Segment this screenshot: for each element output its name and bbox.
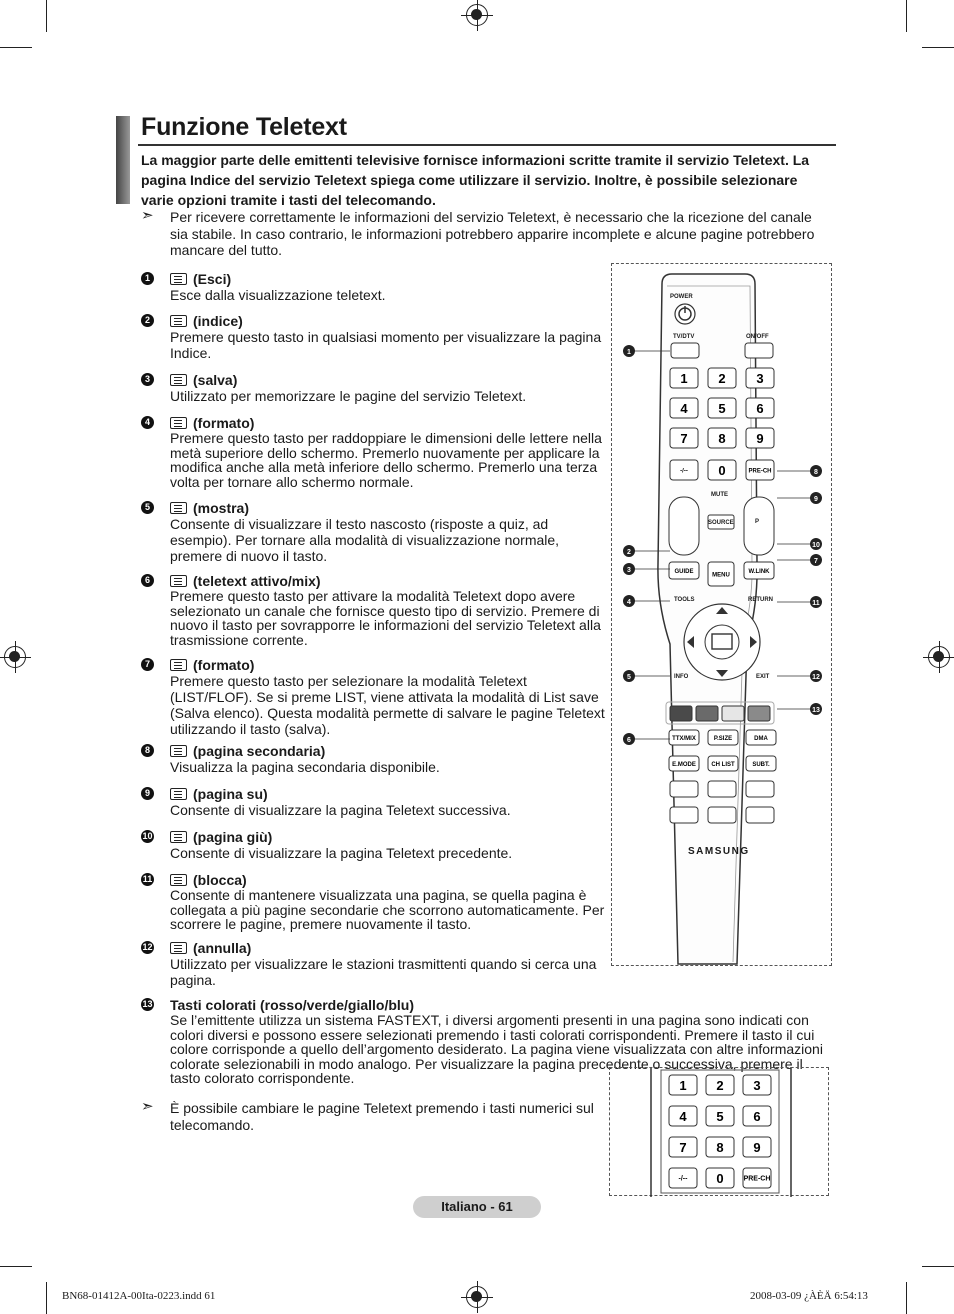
keypad-button-label: 1: [679, 1078, 687, 1093]
page-number-badge: Italiano - 61: [413, 1196, 541, 1218]
page-title: Funzione Teletext: [141, 113, 347, 141]
item-title: [170, 271, 231, 287]
item-number-badge: 10: [142, 831, 153, 841]
item-description: Premere questo tasto in qualsiasi momento per visualizzare la pagina Indice.: [170, 329, 602, 361]
callout-number: 4: [627, 599, 631, 606]
item-number-badge: 13: [142, 999, 153, 1009]
transport-0-button: [670, 781, 698, 797]
item-title: [170, 743, 325, 759]
item-number-badge: 9: [141, 787, 154, 800]
note-text: Per ricevere correttamente le informazioni del servizio Teletext, è necessario che la ricezione del canale sia stabile. In caso contrario, le informazioni potrebbero apparire incomplete e alcune pagine potrebbero mancare del tutto.: [170, 209, 815, 258]
item-title-text: (formato): [193, 415, 255, 431]
note-1: [141, 209, 831, 259]
keypad-button-label: -/--: [678, 1175, 688, 1183]
note-2: [141, 1100, 601, 1134]
digit-5-label: 5: [718, 401, 726, 416]
digit-4-label: 4: [680, 401, 688, 416]
w-link-label: W.LINK: [748, 569, 770, 575]
pre-ch-label: PRE-CH: [748, 468, 772, 475]
remote-illustration-frame: [611, 263, 832, 966]
teletext-key-icon: [170, 417, 187, 429]
item-title-text: (pagina giù): [193, 829, 273, 845]
digit-0-label: 0: [718, 463, 726, 478]
teletext-key-icon: [170, 315, 187, 327]
item-description: Utilizzato per memorizzare le pagine del servizio Teletext.: [170, 388, 527, 404]
transport-3-button: [670, 807, 698, 823]
callout-number: 12: [812, 674, 820, 681]
color-key-red: [670, 706, 692, 721]
ttx-mix-label: TTX/MIX: [672, 736, 696, 742]
item-number-badge: 12: [142, 942, 153, 952]
color-key-green: [696, 706, 718, 721]
guide-label: GUIDE: [674, 569, 694, 575]
crop-mark: [0, 47, 32, 48]
remote-label-exit: EXIT: [756, 674, 770, 680]
registration-mark-icon: [466, 4, 488, 26]
item-number-badge: 4: [141, 416, 154, 429]
item-title: [170, 415, 254, 431]
menu-label: MENU: [712, 572, 730, 579]
item-title: [170, 657, 254, 673]
teletext-key-icon: [170, 831, 187, 843]
item-title: [170, 573, 321, 589]
transport-2-button: [746, 781, 774, 797]
crop-mark: [0, 1266, 32, 1267]
item-description: Consente di visualizzare la pagina Teletext successiva.: [170, 802, 511, 818]
item-description: Premere questo tasto per selezionare la modalità Teletext (LIST/FLOF). Se si preme LIST, viene attivata la modalità di List save (Salva elenco). Questa modalità permette di salvare le pagine Teletext utilizzando il tasto (salva).: [170, 673, 605, 737]
intro-text: La maggior parte delle emittenti televisive fornisce informazioni scritte tramite il servizio Teletext. La pagina Indice del servizio Teletext spiega come utilizzare il servizio. Inoltre, è possibile selezionare varie opzioni tramite i tasti del telecomando.: [141, 152, 810, 208]
teletext-key-icon: [170, 502, 187, 514]
callout-number: 7: [814, 558, 818, 565]
remote-label-p: P: [755, 519, 760, 525]
keypad-button-label: 4: [679, 1109, 687, 1124]
item-description: Consente di mantenere visualizzata una pagina, se quella pagina è collegata a più pagine secondarie che scorrono automaticamente. Per scorrere le pagine, premere nuovamente il tasto.: [170, 887, 605, 932]
crop-mark: [906, 1282, 907, 1314]
item-number-badge: 2: [141, 314, 154, 327]
color-key-yellow: [722, 706, 744, 721]
item-title-text: (annulla): [193, 940, 252, 956]
remote-label-onoff: ON/OFF: [746, 334, 769, 340]
digit-3-label: 3: [756, 371, 764, 386]
callout-number: 5: [627, 674, 631, 681]
digit-2-label: 2: [718, 371, 726, 386]
keypad-button-label: PRE-CH: [743, 1175, 771, 1183]
remote-label-return: RETURN: [748, 597, 773, 603]
item-title: [170, 872, 247, 888]
keypad-button-label: 7: [679, 1140, 687, 1155]
keypad-button-label: 2: [716, 1078, 724, 1093]
brand-logo: SAMSUNG: [688, 846, 750, 857]
dash-label: -/--: [680, 468, 688, 475]
color-key-blue: [748, 706, 770, 721]
keypad-button-label: 0: [716, 1171, 724, 1186]
callout-number: 3: [627, 567, 631, 574]
keypad-button-label: 3: [753, 1078, 761, 1093]
teletext-key-icon: [170, 273, 187, 285]
item-number-badge: 3: [141, 373, 154, 386]
numeric-keypad-illustration-frame: [609, 1067, 829, 1196]
ch-list-label: CH LIST: [711, 762, 735, 768]
teletext-key-icon: [170, 942, 187, 954]
item-description: Visualizza la pagina secondaria disponibile.: [170, 759, 440, 775]
teletext-key-icon: [170, 874, 187, 886]
item-description: Se l’emittente utilizza un sistema FASTEXT, i diversi argomenti presenti in una pagina sono indicati con colori diversi e possono essere selezionati premendo i tasti colorati corrispondenti. Premere il tasto il cui colore corrisponde a quello dell’argomento desiderato. La pagina viene visualizzata con altre informazioni colorate selezionabili in modo analogo. Per visualizzare la pagina precedente o successiva, premere il tasto colorato corrispondente.: [170, 1012, 823, 1086]
item-title-text: Tasti colorati (rosso/verde/giallo/blu): [170, 997, 415, 1013]
callout-number: 8: [814, 469, 818, 476]
callout-number: 13: [812, 707, 820, 714]
keypad-button-label: 9: [753, 1140, 761, 1155]
item-number-badge: 8: [141, 744, 154, 757]
keypad-button-label: 6: [753, 1109, 761, 1124]
digit-8-label: 8: [718, 431, 726, 446]
callout-number: 6: [627, 737, 631, 744]
footer-file-info: BN68-01412A-00Ita-0223.indd 61: [62, 1290, 216, 1302]
teletext-key-icon: [170, 374, 187, 386]
p-size-label: P.SIZE: [713, 736, 733, 742]
callout-number: 11: [812, 600, 820, 607]
item-description: Premere questo tasto per attivare la modalità Teletext dopo avere selezionato un canale che fornisce questo tipo di servizio. Premere di nuovo il tasto per sovrapporre le informazioni del servizio Teletext alla trasmissione corrente.: [170, 588, 601, 648]
teletext-key-icon: [170, 575, 187, 587]
remote-label-tvdtv: TV/DTV: [673, 334, 695, 340]
item-number-badge: 7: [141, 658, 154, 671]
item-description: Utilizzato per visualizzare le stazioni trasmittenti quando si cerca una pagina.: [170, 956, 597, 988]
item-title-text: (blocca): [193, 872, 247, 888]
item-title: [170, 500, 249, 516]
teletext-key-icon: [170, 659, 187, 671]
item-description: Consente di visualizzare la pagina Teletext precedente.: [170, 845, 513, 861]
item-number-badge: 1: [141, 272, 154, 285]
registration-mark-icon: [928, 646, 950, 668]
callout-number: 9: [814, 496, 818, 503]
registration-mark-icon: [466, 1286, 488, 1308]
callout-number: 2: [627, 549, 631, 556]
item-title-text: (pagina su): [193, 786, 268, 802]
digit-1-label: 1: [680, 371, 688, 386]
subt-label: SUBT.: [752, 762, 770, 768]
crop-mark: [46, 0, 47, 32]
item-title: [170, 313, 243, 329]
note-arrow-icon: ➣: [141, 1098, 154, 1115]
transport-1-button: [708, 781, 736, 797]
item-number-badge: 11: [142, 874, 153, 884]
note-arrow-icon: ➣: [141, 207, 154, 224]
note-text: È possibile cambiare le pagine Teletext premendo i tasti numerici sul telecomando.: [170, 1100, 594, 1133]
item-title-text: (indice): [193, 313, 243, 329]
item-number-badge: 6: [141, 574, 154, 587]
teletext-key-icon: [170, 745, 187, 757]
item-title-text: (salva): [193, 372, 238, 388]
item-number-badge: 5: [141, 501, 154, 514]
remote-label-mute: MUTE: [711, 492, 728, 498]
crop-mark: [922, 47, 954, 48]
digit-9-label: 9: [756, 431, 764, 446]
dma-label: DMA: [754, 736, 768, 742]
item-title-text: (teletext attivo/mix): [193, 573, 321, 589]
transport-5-button: [746, 807, 774, 823]
item-title-text: (Esci): [193, 271, 232, 287]
digit-6-label: 6: [756, 401, 764, 416]
item-title-text: (pagina secondaria): [193, 743, 326, 759]
item-title: [170, 786, 268, 802]
item-description: Premere questo tasto per raddoppiare le dimensioni delle lettere nella metà superiore dello schermo. Premerlo nuovamente per applicare la modifica anche alla metà inferiore dello schermo. Premerlo una terza volta per tornare allo schermo normale.: [170, 430, 602, 490]
keypad-button-label: 5: [716, 1109, 724, 1124]
item-description: Esce dalla visualizzazione teletext.: [170, 287, 386, 303]
e-mode-label: E.MODE: [672, 762, 696, 768]
title-accent-bar: [116, 116, 130, 204]
remote-label-tools: TOOLS: [674, 597, 695, 603]
callout-number: 10: [812, 542, 820, 549]
title-rule: [138, 144, 836, 146]
remote-label-power: POWER: [670, 294, 693, 300]
crop-mark: [906, 0, 907, 32]
item-title-text: (mostra): [193, 500, 250, 516]
item-title-text: (formato): [193, 657, 255, 673]
item-title: [170, 997, 414, 1013]
item-title: [170, 372, 237, 388]
keypad-button-label: 8: [716, 1140, 724, 1155]
callout-number: 1: [627, 349, 631, 356]
item-title: [170, 940, 251, 956]
remote-label-info: INFO: [674, 674, 689, 680]
footer-timestamp: 2008-03-09 ¿ÀÈÄ 6:54:13: [750, 1290, 868, 1302]
transport-4-button: [708, 807, 736, 823]
teletext-key-icon: [170, 788, 187, 800]
item-title: [170, 829, 272, 845]
registration-mark-icon: [4, 646, 26, 668]
numeric-keypad-illustration: [610, 1068, 830, 1197]
crop-mark: [46, 1282, 47, 1314]
remote-label-source: SOURCE: [708, 520, 734, 526]
crop-mark: [922, 1266, 954, 1267]
digit-7-label: 7: [680, 431, 688, 446]
item-description: Consente di visualizzare il testo nascosto (risposte a quiz, ad esempio). Per tornare alla modalità di visualizzazione normale, premere di nuovo il tasto.: [170, 516, 560, 564]
remote-control-illustration: [612, 264, 833, 967]
